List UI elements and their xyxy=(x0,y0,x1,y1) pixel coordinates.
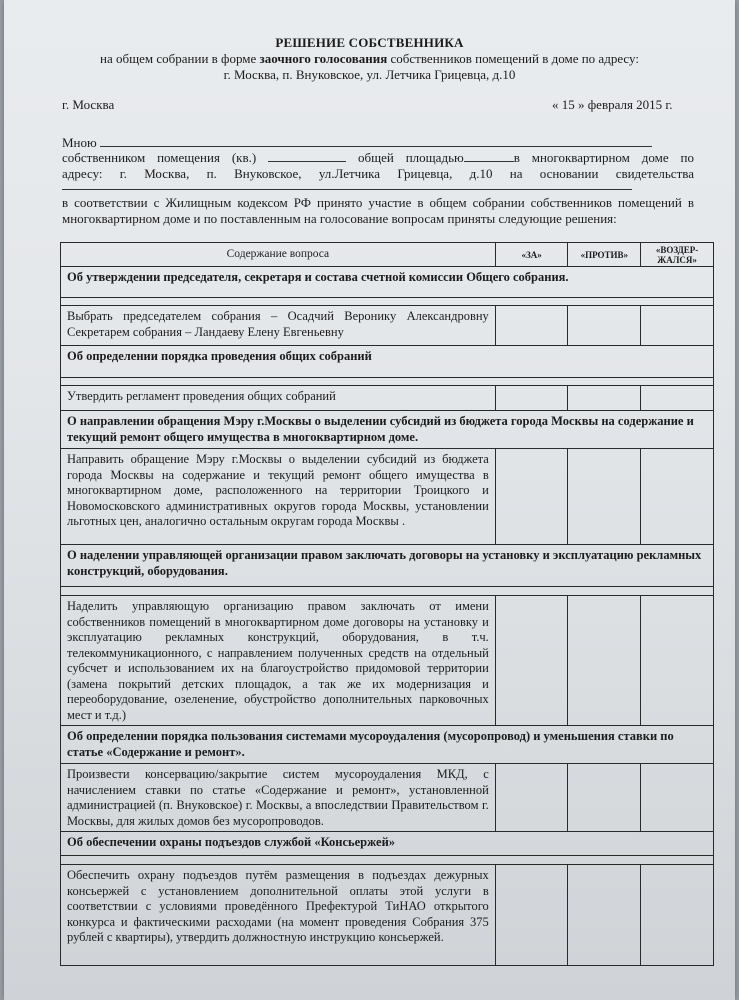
question-row xyxy=(61,306,714,346)
spacer-row xyxy=(61,856,714,865)
subtitle-pre: на общем собрании в форме xyxy=(100,51,257,66)
section-heading: О направлении обращения Мэру г.Москвы о выделении субсидий из бюджета города Москвы на содержание и текущий ремонт общего имущества в многоквартирном доме. xyxy=(61,411,714,449)
questions-table xyxy=(60,242,714,966)
section-heading-row xyxy=(61,726,714,764)
section-heading: Об определении порядка проведения общих собраний xyxy=(61,346,714,378)
section-heading-row xyxy=(61,832,714,856)
question-row xyxy=(61,865,714,966)
vote-for-cell[interactable] xyxy=(495,596,568,726)
vote-abstain-cell[interactable] xyxy=(641,596,714,726)
spacer-row xyxy=(61,298,714,306)
question-text: Направить обращение Мэру г.Москвы о выделении субсидий из бюджета города Москвы на содержание и текущий ремонт общего имущества в многоквартирном доме, расположенного на территории Троицкого и Новомосковского административных округов города Москвы, установлении льготных цен, аналогично остальным округам города Москвы . xyxy=(61,449,496,545)
vote-abstain-cell[interactable] xyxy=(641,764,714,832)
section-heading-row xyxy=(61,267,714,298)
question-text: Наделить управляющую организацию правом заключать от имени собственников помещений в многоквартирном доме договоры на установку и эксплуатацию рекламных конструкций, оборудования, в т.ч. телекоммуникационного, с направлением полученных средств на отдельный субсчет и использованием их на благоустройство придомовой территории (замена покрытий детских площадок, а так же их модернизация и переоборудование, озеленение, обустройство дополнительных парковочных мест и т.д.) xyxy=(61,596,496,726)
question-row xyxy=(61,386,714,411)
certificate-field[interactable] xyxy=(62,181,632,190)
vote-for-cell[interactable] xyxy=(495,764,568,832)
document-sheet xyxy=(4,0,735,1000)
section-heading-row xyxy=(61,411,714,449)
vote-against-cell[interactable] xyxy=(568,386,641,411)
owner-name-field[interactable] xyxy=(100,135,652,147)
col-against: «ПРОТИВ» xyxy=(568,243,641,267)
place-text: г. Москва xyxy=(62,97,115,112)
subtitle-post: собственников помещений в доме по адресу: xyxy=(390,51,639,66)
vote-against-cell[interactable] xyxy=(568,449,641,545)
area-label: общей площадью xyxy=(357,150,464,165)
owner-label: собственником помещения (кв.) xyxy=(62,150,257,165)
vote-for-cell[interactable] xyxy=(495,865,568,966)
subtitle-bold: заочного голосования xyxy=(259,51,388,66)
vote-against-cell[interactable] xyxy=(568,596,641,726)
section-heading-row xyxy=(61,545,714,587)
subtitle-address: г. Москва, п. Внуковское, ул. Летчика Грицевца, д.10 xyxy=(223,67,516,82)
spacer-row xyxy=(61,587,714,596)
question-text: Обеспечить охрану подъездов путём размещения в подъездах дежурных консьержей с установлением дополнительной оплаты этой услуги в соответствии с условиями проведённого Префектурой ТиНАО открытого конкурса и фактическими расходами (на момент проведения Собрания 375 рублей с квартиры), утвердить должностную инструкцию консьержей. xyxy=(61,865,496,966)
section-heading-row xyxy=(61,346,714,378)
vote-abstain-cell[interactable] xyxy=(641,386,714,411)
date-text: « 15 » февраля 2015 г. xyxy=(552,97,673,112)
apartment-field[interactable] xyxy=(268,150,346,162)
question-row xyxy=(61,764,714,832)
question-text: Утвердить регламент проведения общих собраний xyxy=(61,386,496,411)
me-line xyxy=(62,135,652,151)
vote-against-cell[interactable] xyxy=(568,764,641,832)
vote-abstain-cell[interactable] xyxy=(641,449,714,545)
vote-abstain-cell[interactable] xyxy=(641,306,714,346)
document-title: РЕШЕНИЕ СОБСТВЕННИКА xyxy=(275,35,464,50)
col-for: «ЗА» xyxy=(495,243,568,267)
question-row xyxy=(61,596,714,726)
section-heading: Об обеспечении охраны подъездов службой «Консьержей» xyxy=(61,832,714,856)
question-row xyxy=(61,449,714,545)
col-question: Содержание вопроса xyxy=(61,243,496,267)
house-text: в многоквартирном доме по xyxy=(513,150,694,165)
address-line: адресу: г. Москва, п. Внуковское, ул.Летчика Грицевца, д.10 на основании свидетельства xyxy=(62,166,694,181)
vote-abstain-cell[interactable] xyxy=(641,865,714,966)
document-subtitle xyxy=(4,51,735,83)
section-heading: Об определении порядка пользования системами мусороудаления (мусоропровод) и уменьшения ставки по статье «Содержание и ремонт». xyxy=(61,726,714,764)
spacer-row xyxy=(61,378,714,386)
section-heading: Об утверждении председателя, секретаря и состава счетной комиссии Общего собрания. xyxy=(61,267,714,298)
vote-against-cell[interactable] xyxy=(568,865,641,966)
law-text: в соответствии с Жилищным кодексом РФ принято участие в общем собрании собственников помещений в многоквартирном доме и по поставленным на голосование вопросам приняты следующие решения: xyxy=(62,195,694,226)
vote-against-cell[interactable] xyxy=(568,306,641,346)
area-field[interactable] xyxy=(464,150,514,162)
vote-for-cell[interactable] xyxy=(495,449,568,545)
vote-for-cell[interactable] xyxy=(495,386,568,411)
question-text: Произвести консервацию/закрытие систем мусороудаления МКД, с начислением ставки по статье «Содержание и ремонт», установленной администрацией (п. Внуковское) г. Москвы, а впоследствии Правительством г. Москвы, для жилых домов без мусоропроводов. xyxy=(61,764,496,832)
owner-line xyxy=(62,150,694,166)
col-abstain: «ВОЗДЕР-ЖАЛСЯ» xyxy=(641,243,714,267)
vote-for-cell[interactable] xyxy=(495,306,568,346)
me-label: Мною xyxy=(62,135,97,150)
question-text: Выбрать председателем собрания – Осадчий Веронику Александровну Секретарем собрания – Ландаеву Елену Евгеньевну xyxy=(61,306,496,346)
section-heading: О наделении управляющей организации правом заключать договоры на установку и эксплуатацию рекламных конструкций, оборудования. xyxy=(61,545,714,587)
table-header-row xyxy=(61,243,714,267)
